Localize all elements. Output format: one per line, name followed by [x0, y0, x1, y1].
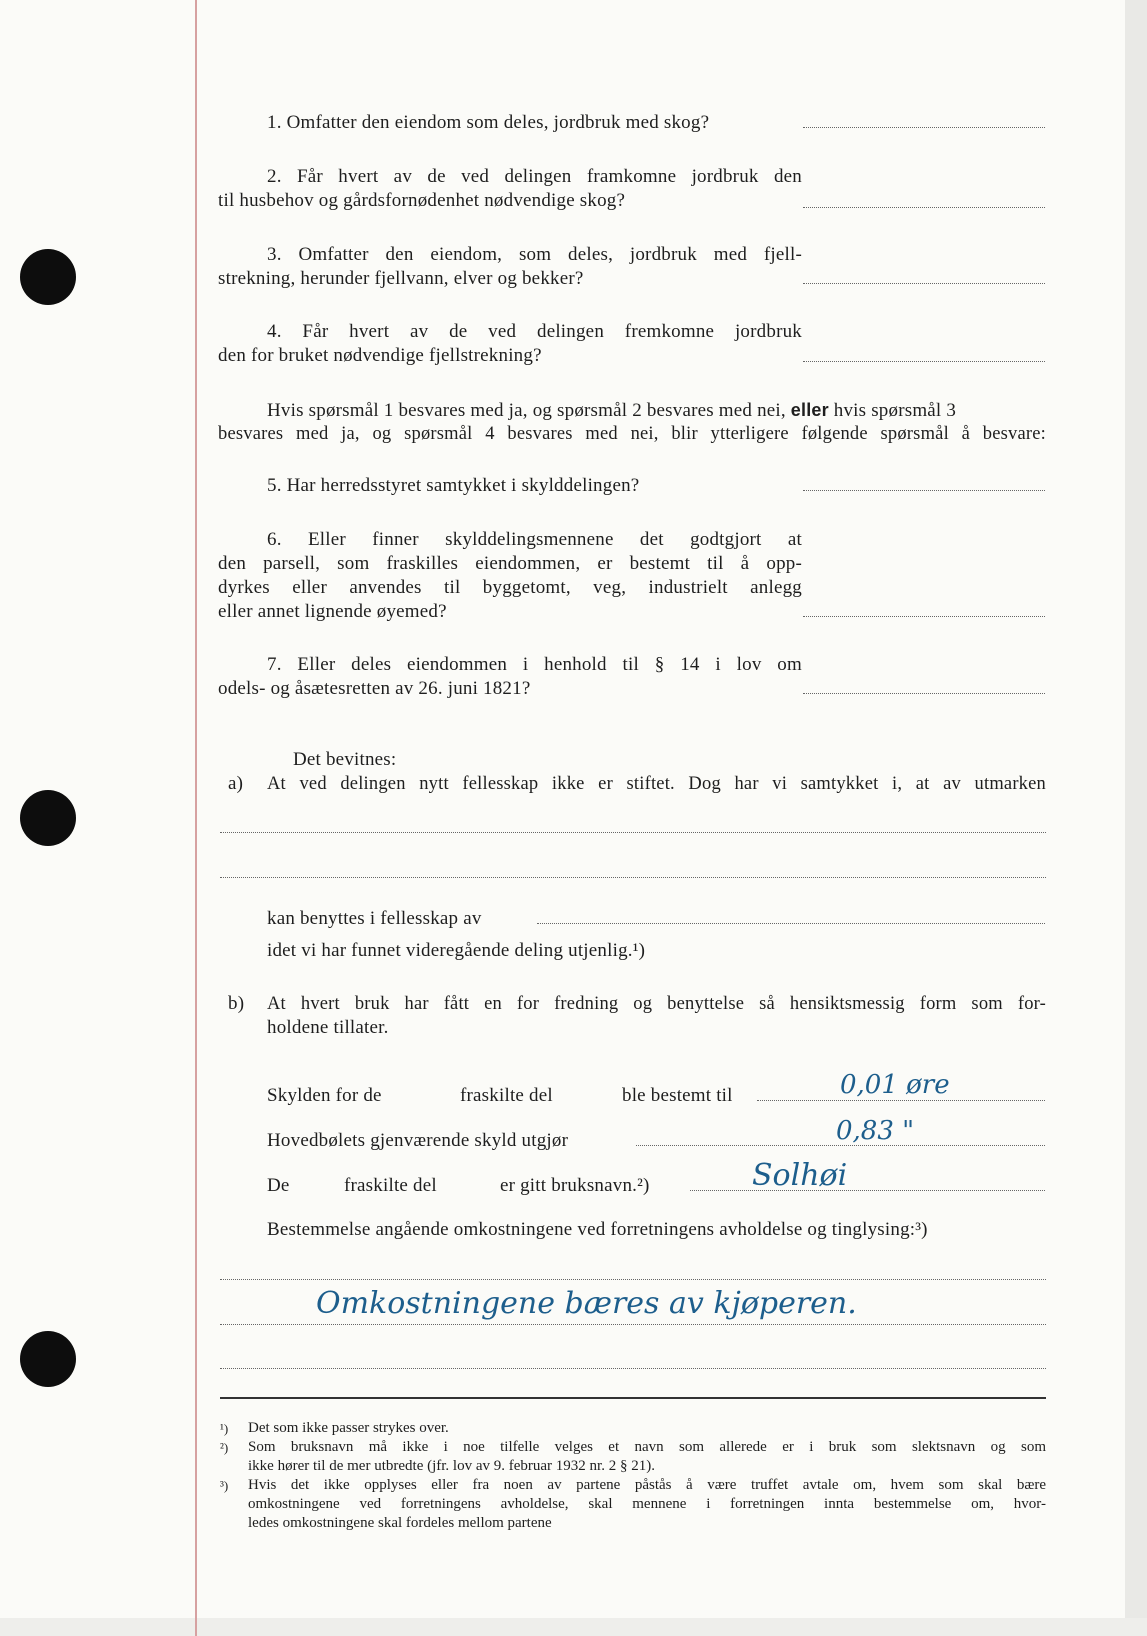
footnote-2-line-1: Som bruksnavn må ikke i noe tilfelle velges et navn som allerede er i bruk som slektsnavn og som: [248, 1439, 1046, 1455]
punch-hole-middle: [20, 790, 76, 846]
conditional-line-2: besvares med ja, og spørsmål 4 besvares med nei, blir ytterligere følgende spørsmål å besvare:: [218, 424, 1046, 444]
question-3-line-2: strekning, herunder fjellvann, elver og bekker?: [218, 268, 584, 289]
footnote-2-line-2: ikke hører til de mer utbredte (jfr. lov av 9. februar 1932 nr. 2 § 21).: [248, 1458, 655, 1474]
conditional-line-1: [267, 398, 1046, 423]
answer-line-2[interactable]: [803, 207, 1045, 208]
answer-line-1[interactable]: [803, 127, 1045, 128]
question-6-line-1: 6. Eller finner skylddelingsmennene det godtgjort at: [267, 529, 802, 550]
main-farm-tax-value: 0,83 ": [836, 1116, 915, 1146]
shared-use-label: kan benyttes i fellesskap av: [267, 908, 482, 929]
answer-line-4[interactable]: [803, 361, 1045, 362]
farm-name-value: Solhøi: [752, 1158, 848, 1193]
footnote-3-line-2: omkostningene ved forretningens avholdelse, skal mennene i forretningen innta bestemmelse om, hvor-: [248, 1496, 1046, 1512]
attest-heading: Det bevitnes:: [293, 749, 397, 770]
question-6-line-3: dyrkes eller anvendes til byggetomt, veg, industrielt anlegg: [218, 577, 802, 598]
costs-value: Omkostningene bæres av kjøperen.: [316, 1286, 857, 1321]
answer-line-6[interactable]: [803, 616, 1045, 617]
attest-a-label: a): [228, 773, 244, 794]
main-farm-tax-label: Hovedbølets gjenværende skyld utgjør: [267, 1130, 569, 1151]
valuation-row-3-word-2: fraskilte del: [344, 1175, 437, 1196]
question-2-line-1: 2. Får hvert av de ved delingen framkomne jordbruk den: [267, 166, 802, 187]
attest-b-line-2: holdene tillater.: [267, 1017, 389, 1038]
costs-label: Bestemmelse angående omkostningene ved forretningens avholdelse og tinglysing:³): [267, 1219, 928, 1240]
division-statement: idet vi har funnet videregående deling utjenlig.¹): [267, 940, 646, 961]
question-6-line-2: den parsell, som fraskilles eiendommen, er bestemt til å opp-: [218, 553, 802, 574]
shared-use-blank[interactable]: [537, 923, 1045, 924]
valuation-row-1-word-2: fraskilte del: [460, 1085, 553, 1106]
question-4-line-2: den for bruket nødvendige fjellstrekning?: [218, 345, 542, 366]
punch-hole-top: [20, 249, 76, 305]
margin-line: [195, 0, 197, 1636]
answer-line-3[interactable]: [803, 283, 1045, 284]
question-2-line-2: til husbehov og gårdsfornødenhet nødvendige skog?: [218, 190, 626, 211]
question-5: 5. Har herredsstyret samtykket i skylddelingen?: [267, 475, 640, 496]
conditional-eller: eller: [790, 400, 829, 420]
footnote-2-mark: ²): [220, 1440, 229, 1455]
question-7-line-1: 7. Eller deles eiendommen i henhold til § 14 i lov om: [267, 654, 802, 675]
conditional-text-b: hvis spørsmål 3: [833, 400, 957, 421]
valuation-row-3-line[interactable]: [690, 1190, 1045, 1191]
page-edge-right: [1125, 0, 1147, 1636]
attest-b-label: b): [228, 993, 245, 1014]
footnote-separator: [220, 1397, 1046, 1399]
costs-blank-2[interactable]: [220, 1324, 1046, 1325]
attest-a-blank-1[interactable]: [220, 832, 1046, 833]
question-1: 1. Omfatter den eiendom som deles, jordbruk med skog?: [267, 112, 710, 133]
valuation-row-3-word-1: De: [267, 1175, 290, 1196]
conditional-text-a: Hvis spørsmål 1 besvares med ja, og spørsmål 2 besvares med nei,: [267, 400, 786, 421]
question-7-line-2: odels- og åsætesretten av 26. juni 1821?: [218, 678, 531, 699]
question-4-line-1: 4. Får hvert av de ved delingen fremkomne jordbruk: [267, 321, 802, 342]
valuation-row-1-word-1: Skylden for de: [267, 1085, 382, 1106]
footnote-3-line-1: Hvis det ikke opplyses eller fra noen av partene påstås å være truffet avtale om, hvem som skal bære: [248, 1477, 1046, 1493]
page-edge-bottom: [0, 1618, 1147, 1636]
attest-a-blank-2[interactable]: [220, 877, 1046, 878]
valuation-row-1-word-3: ble bestemt til: [622, 1085, 733, 1106]
separated-part-tax-value: 0,01 øre: [840, 1070, 950, 1100]
question-6-line-4: eller annet lignende øyemed?: [218, 601, 447, 622]
footnote-3-mark: ³): [220, 1478, 229, 1493]
costs-blank-1[interactable]: [220, 1279, 1046, 1280]
attest-a-text: At ved delingen nytt fellesskap ikke er stiftet. Dog har vi samtykket i, at av utmarken: [267, 774, 1046, 794]
question-3-line-1: 3. Omfatter den eiendom, som deles, jordbruk med fjell-: [267, 244, 802, 265]
answer-line-5[interactable]: [803, 490, 1045, 491]
costs-blank-3[interactable]: [220, 1368, 1046, 1369]
valuation-row-1-line[interactable]: [757, 1100, 1045, 1101]
footnote-3-line-3: ledes omkostningene skal fordeles mellom partene: [248, 1515, 552, 1531]
footnote-1-line-1: Det som ikke passer strykes over.: [248, 1420, 449, 1436]
punch-hole-bottom: [20, 1331, 76, 1387]
attest-b-line-1: At hvert bruk har fått en for fredning og benyttelse så hensiktsmessig form som for-: [267, 994, 1046, 1014]
answer-line-7[interactable]: [803, 693, 1045, 694]
footnote-1-mark: ¹): [220, 1421, 229, 1436]
valuation-row-3-word-3: er gitt bruksnavn.²): [500, 1175, 650, 1196]
